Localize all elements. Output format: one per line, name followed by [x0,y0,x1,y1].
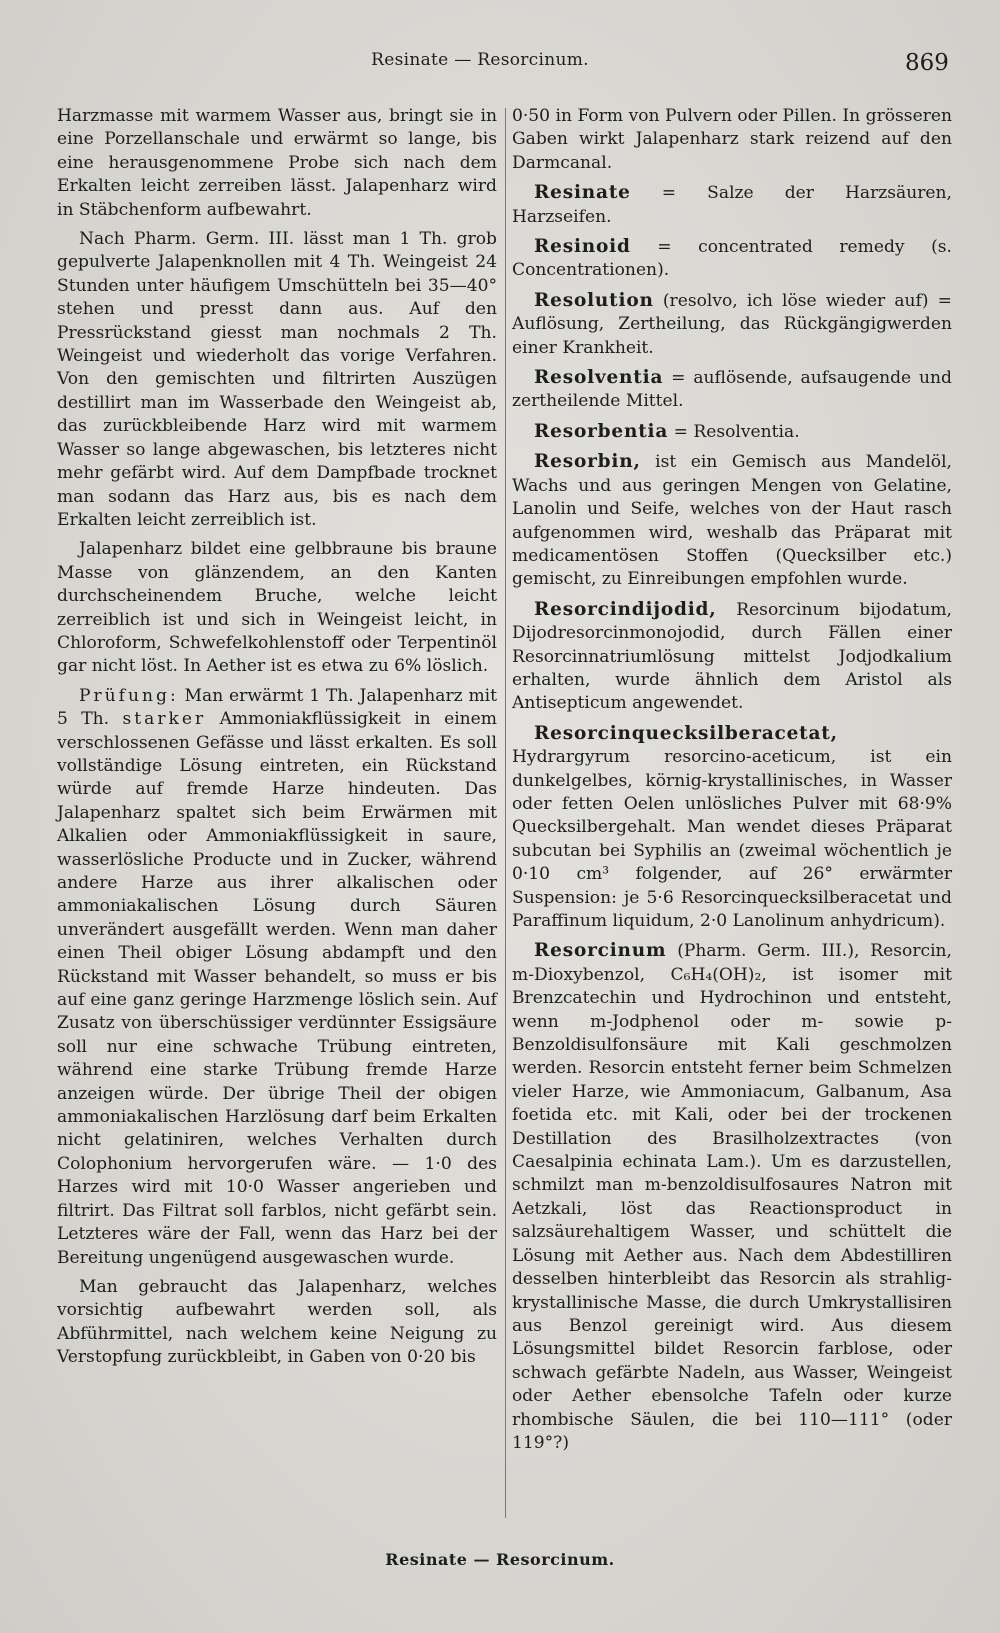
pruefung-label: Prüfung: [79,685,179,706]
entry-text: ist ein Gemisch aus Mandelöl, Wachs und aus geringen Mengen von Gelatine, Lanolin und Seife, welches von der Haut rasch aufgenommen wird, weshalb das Präparat mit medicamentösen Stoffen (Quecksilber etc.) gemischt, zu Einreibungen empfohlen wurde. [512,452,952,590]
entry-resorcinquecksilberacetat [512,722,952,934]
entry-headword: Resinate [534,182,631,204]
entry-resolventia [512,366,952,414]
paragraph-text: Man erwärmt 1 Th. Jalapenharz mit 5 Th. [57,685,497,730]
paragraph: Man gebraucht das Jalapenharz, welches vorsichtig aufbewahrt werden soll, als Abführmittel, nach welchem keine Neigung zu Verstopfung zurückbleibt, in Gaben von 0·20 bis [57,1276,497,1368]
left-column [57,105,497,1376]
paragraph-pruefung [57,685,497,1270]
entry-text: = Resolventia. [668,421,800,442]
entry-headword: Resolventia [534,367,664,389]
entry-headword: Resinoid [534,236,631,258]
paragraph: Harzmasse mit warmem Wasser aus, bringt sie in eine Porzellanschale und erwärmt so lange, bis eine herausgenommene Probe sich nach dem Erkalten leicht zerreiben lässt. Jalapenharz wird in Stäbchenform aufbewahrt. [57,106,497,220]
entry-resorcindijodid [512,598,952,716]
entry-headword: Resorbentia [534,420,669,442]
entry-resinate [512,181,952,229]
running-header: Resinate — Resorcinum. [371,50,589,70]
entry-resorbentia [512,420,952,444]
entry-text: (Pharm. Germ. III.), Resorcin, m-Dioxybenzol, C₆H₄(OH)₂, ist isomer mit Brenzcatechin und Hydrochinon und entsteht, wenn m-Jodphenol oder m- sowie p-Benzoldisulfonsäure mit Kali geschmolzen werden. Resorcin entsteht ferner beim Schmelzen vieler Harze, wie Ammoniacum, Galbanum, Asa foetida etc. mit Kali, oder bei der trockenen Destillation des Brasilholzextractes (von Caesalpinia echinata Lam.). Um es darzustellen, schmilzt man m-benzoldisulfosaures Natron mit Aetzkali, löst das Reactionsproduct in salzsäurehaltigem Wasser, und schüttelt die Lösung mit Aether aus. Nach dem Abdestilliren desselben hinterbleibt das Resorcin als strahlig-krystallinische Masse, die durch Umkrystallisiren aus Benzol gereinigt wird. Aus diesem Lösungsmittel bildet Resorcin farblose, oder schwach gefärbte Nadeln, aus Wasser, Weingeist oder Aether ebensolche Tafeln oder kurze rhombische Säulen, die bei 110—111° (oder 119°?) [512,941,952,1453]
paragraph-text: Ammoniakflüssigkeit in einem verschlossenen Gefässe und lässt erkalten. Es soll vollständige Lösung eintreten, ein Rückstand würde auf fremde Harze hindeuten. Das Jalapenharz spaltet sich beim Erwärmen mit Alkalien oder Ammoniakflüssigkeit in saure, wasserlösliche Producte und in Zucker, während andere Harze aus ihrer alkalischen oder ammoniakalischen Lösung durch Säuren unverändert ausgefällt werden. Wenn man daher einen Theil obiger Lösung abdampft und den Rückstand mit Wasser behandelt, so muss er bis auf eine ganz geringe Harzmenge löslich sein. Auf Zusatz von überschüssiger verdünnter Essigsäure soll nur eine schwache Trübung eintreten, während eine starke Trübung fremde Harze anzeigen würde. Der übrige Theil der obigen ammoniakalischen Harzlösung darf beim Erkalten nicht gelatiniren, welches Verhalten durch Colophonium hervorgerufen wäre. — 1·0 des Harzes wird mit 10·0 Wasser angerieben und filtrirt. Das Filtrat soll farblos, nicht gefärbt sein. Letzteres wäre der Fall, wenn das Harz bei der Bereitung ungenügend ausgewaschen wurde. [57,709,497,1268]
column-divider [505,108,506,1518]
entry-text: = Salze der Harzsäuren, Harzseifen. [512,183,952,227]
paragraph: Jalapenharz bildet eine gelbbraune bis braune Masse von glänzendem, an den Kanten durchscheinendem Bruche, welche leicht zerreiblich ist und sich in Weingeist leicht, in Chloroform, Schwefelkohlenstoff oder Terpentinöl gar nicht löst. In Aether ist es etwa zu 6% löslich. [57,539,497,677]
paragraph: 0·50 in Form von Pulvern oder Pillen. In grösseren Gaben wirkt Jalapenharz stark reizend auf den Darmcanal. [512,106,952,173]
entry-text: = concentrated remedy (s. Concentrationen). [512,237,952,281]
running-footer: Resinate — Resorcinum. [385,1550,615,1569]
entry-headword: Resorbin, [534,451,641,473]
entry-headword: Resorcindijodid, [534,598,717,620]
entry-text: = auflösende, aufsaugende und zertheilende Mittel. [512,368,952,412]
spaced-emphasis: starker [122,709,207,730]
entry-headword: Resorcinquecksilberacetat, [534,722,838,744]
entry-headword: Resorcinum [534,940,667,962]
right-column [512,105,952,1461]
entry-resorcinum [512,939,952,1455]
entry-resorbin [512,450,952,591]
entry-resolution [512,289,952,360]
entry-text: Hydrargyrum resorcino-aceticum, ist ein dunkelgelbes, körnig-krystallinisches, in Wasser oder fetten Oelen unlösliches Pulver mit 68·9% Quecksilbergehalt. Man wendet dieses Präparat subcutan bei Syphilis an (zweimal wöchentlich je 0·10 cm³ folgender, auf 26° erwärmter Suspension: je 5·6 Resorcinquecksilberacetat und Paraffinum liquidum, 2·0 Lanolinum anhydricum). [512,747,952,931]
entry-resinoid [512,235,952,283]
entry-text: (resolvo, ich löse wieder auf) = Auflösung, Zertheilung, das Rückgängigwerden einer Krankheit. [512,290,952,358]
page-number: 869 [905,50,949,76]
entry-headword: Resolution [534,289,654,311]
entry-text: Resorcinum bijodatum, Dijodresorcinmonojodid, durch Fällen einer Resorcinnatriumlösung mittelst Jodjodkalium erhalten, wurde ähnlich dem Aristol als Antisepticum angewendet. [512,599,952,714]
paragraph: Nach Pharm. Germ. III. lässt man 1 Th. grob gepulverte Jalapenknollen mit 4 Th. Weingeist 24 Stunden unter häufigem Umschütteln bei 35—40° stehen und presst dann aus. Auf den Pressrückstand giesst man nochmals 2 Th. Weingeist und wiederholt das vorige Verfahren. Von den gemischten und filtrirten Auszügen destillirt man im Wasserbade den Weingeist ab, das zurückbleibende Harz wird mit warmem Wasser so lange abgewaschen, bis letzteres nicht mehr gefärbt wird. Auf dem Dampfbade trocknet man sodann das Harz aus, bis es nach dem Erkalten leicht zerreiblich ist. [57,229,497,530]
